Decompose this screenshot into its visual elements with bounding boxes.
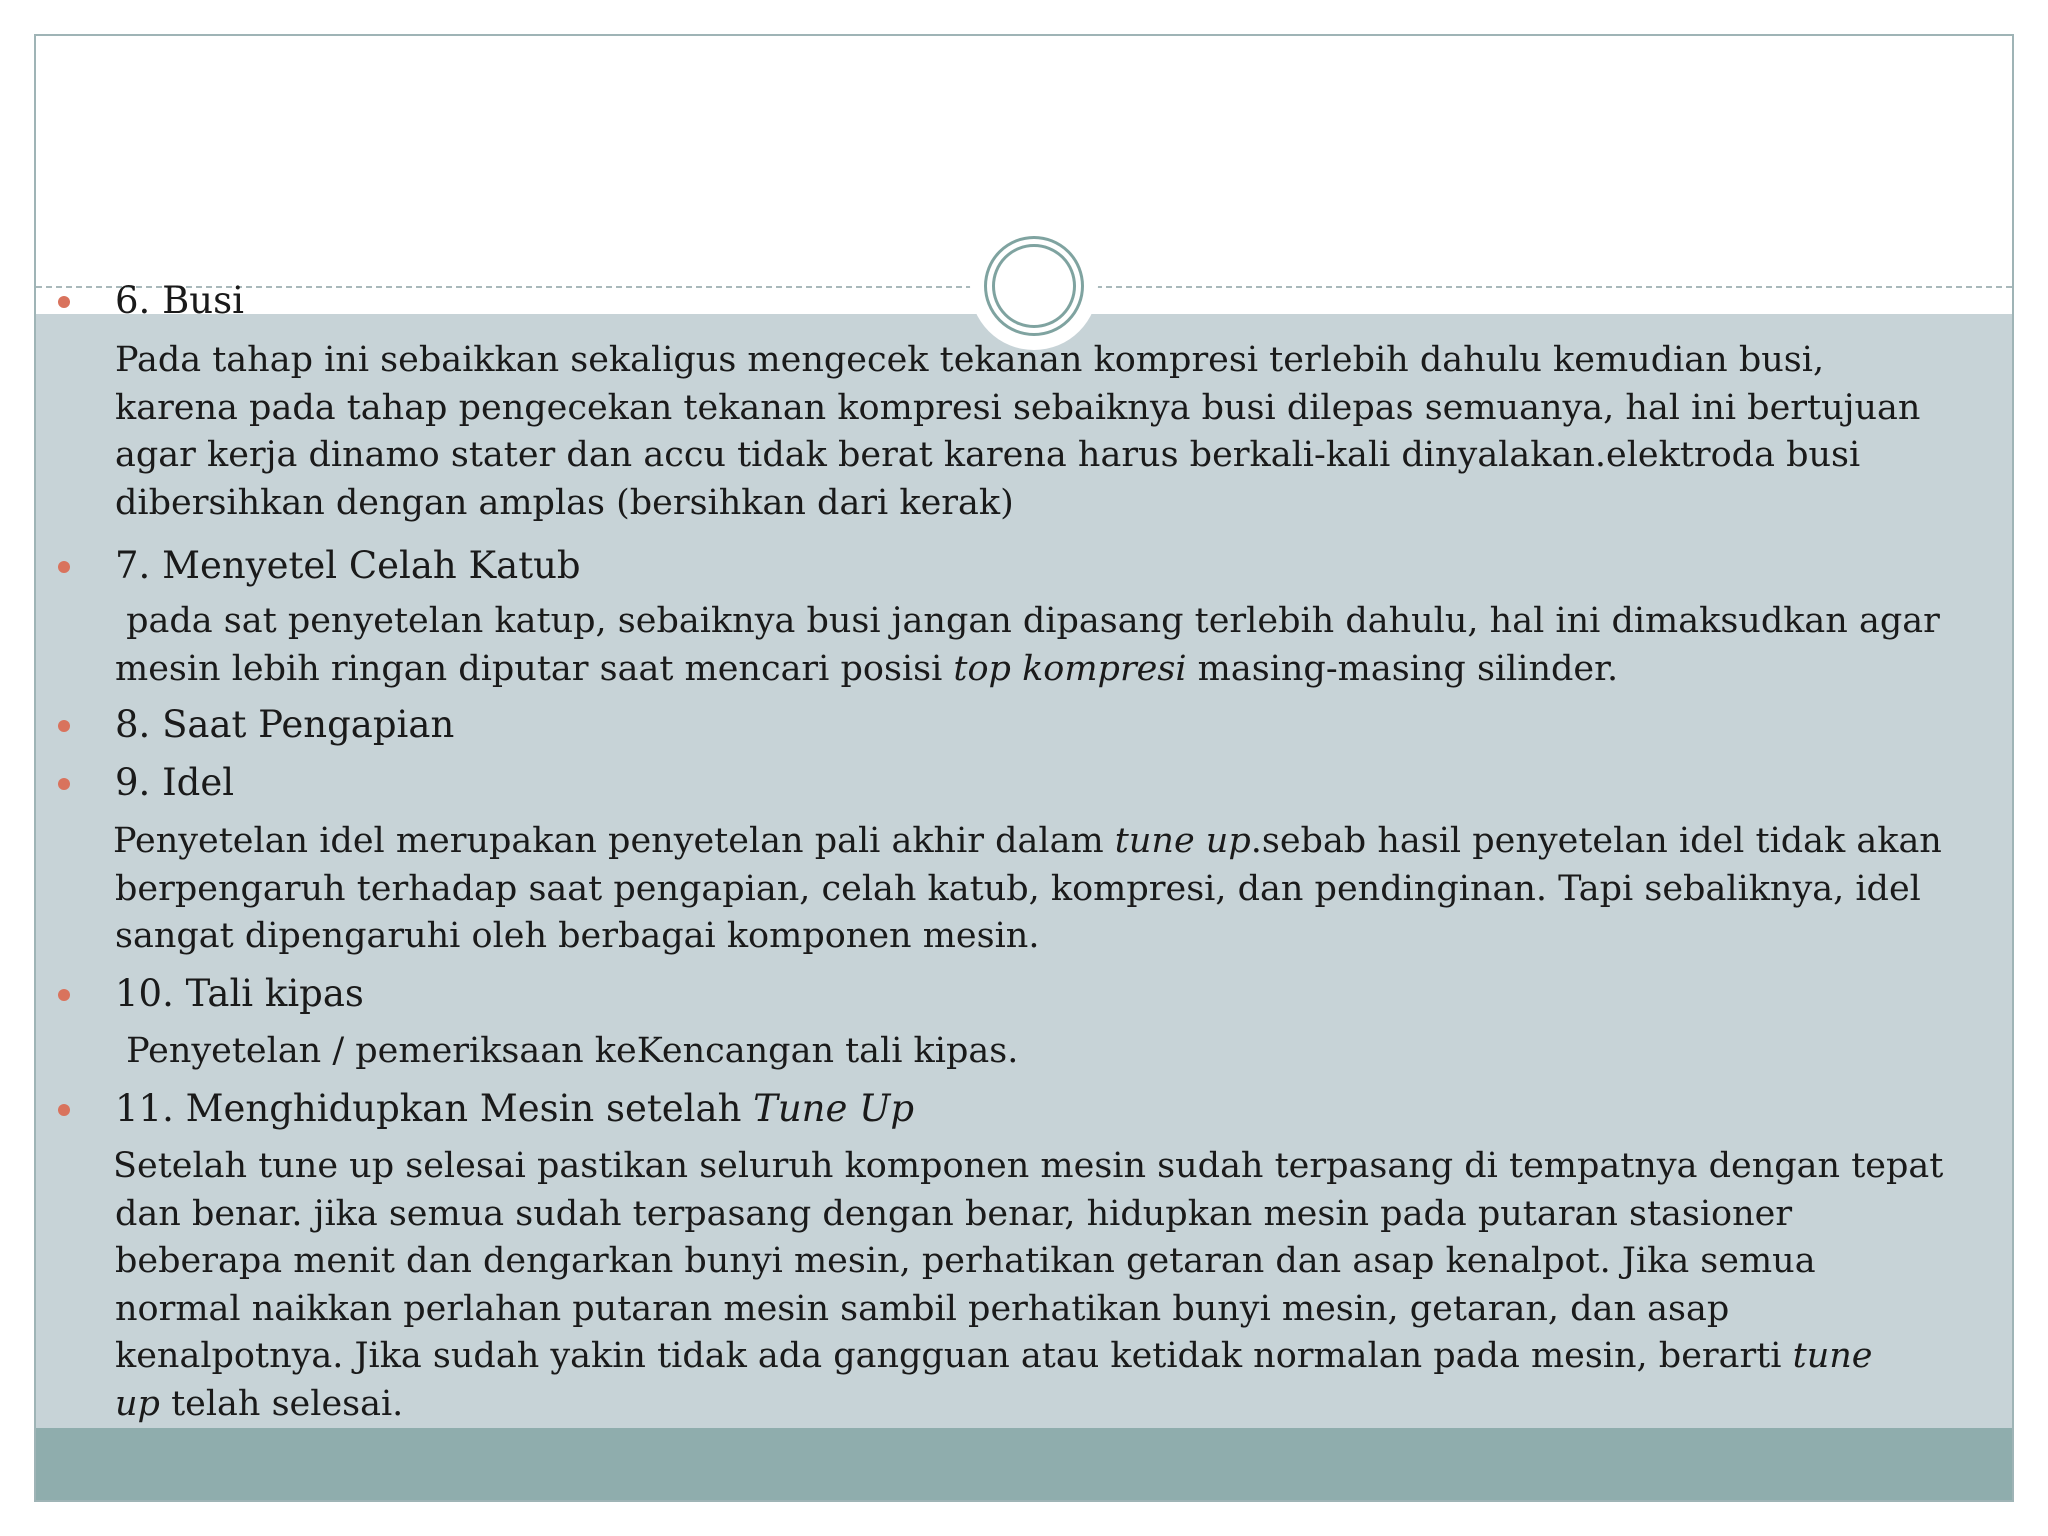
item-paragraph (113, 1143, 1953, 1428)
item-paragraph (115, 598, 1955, 693)
paragraph-line: berpengaruh terhadap saat pengapian, celah katub, kompresi, dan pendinginan. Tapi sebaliknya, idel (115, 868, 1921, 909)
bullet-icon (58, 989, 70, 1001)
text-run: .sebab hasil penyetelan idel tidak akan (1250, 821, 1942, 861)
item-paragraph (115, 1028, 1955, 1076)
item-heading: 6. Busi (115, 279, 244, 322)
bullet-icon (58, 1104, 70, 1116)
item-heading (115, 1086, 914, 1132)
text-run: kenalpotnya. Jika sudah yakin tidak ada gangguan atau ketidak normalan pada mesin, berarti (115, 1336, 1793, 1376)
paragraph-line: beberapa menit dan dengarkan bunyi mesin, perhatikan getaran dan asap kenalpot. Jika semua (115, 1241, 1816, 1281)
bullet-icon (58, 296, 70, 308)
item-paragraph (115, 337, 1955, 527)
bullet-icon (58, 778, 70, 790)
paragraph-line: sangat dipengaruhi oleh berbagai komponen mesin. (115, 916, 1040, 956)
text-run: 11. Menghidupkan Mesin setelah (115, 1087, 754, 1130)
paragraph-line: agar kerja dinamo stater dan accu tidak berat karena harus berkali-kali dinyalakan.elektroda busi (115, 435, 1861, 475)
paragraph-line (113, 818, 1953, 866)
paragraph-line (113, 1381, 1953, 1429)
paragraph-line: dibersihkan dengan amplas (bersihkan dari kerak) (115, 482, 1014, 523)
text-run: telah selesai. (159, 1383, 404, 1424)
paragraph-line: dan benar. jika semua sudah terpasang dengan benar, hidupkan mesin pada putaran stasioner (115, 1193, 1793, 1234)
paragraph-line (113, 1333, 1953, 1381)
item-heading: 10. Tali kipas (115, 972, 364, 1015)
paragraph-line: Setelah tune up selesai pastikan seluruh komponen mesin sudah terpasang di tempatnya dengan tepat (113, 1146, 1944, 1186)
paragraph-line: pada sat penyetelan katup, sebaiknya busi jangan dipasang terlebih dahulu, hal ini dimaksudkan agar (115, 601, 1940, 641)
item-heading: 8. Saat Pengapian (115, 703, 455, 746)
text-run: Penyetelan idel merupakan penyetelan pali akhir dalam (113, 821, 1115, 861)
text-run-italic: tune (1792, 1336, 1873, 1376)
text-run-italic: up (115, 1383, 160, 1424)
text-run: masing-masing silinder. (1186, 648, 1619, 689)
text-run: mesin lebih ringan diputar saat mencari posisi (115, 648, 954, 689)
item-paragraph (113, 818, 1953, 961)
paragraph-line (115, 646, 1955, 694)
text-run-italic: Tune Up (753, 1087, 915, 1130)
paragraph-line: Pada tahap ini sebaikkan sekaligus mengecek tekanan kompresi terlebih dahulu kemudian busi, (115, 340, 1825, 380)
paragraph-line: normal naikkan perlahan putaran mesin sambil perhatikan bunyi mesin, getaran, dan asap (115, 1288, 1730, 1329)
text-run-italic: top kompresi (953, 648, 1187, 689)
item-heading: 7. Menyetel Celah Katub (115, 544, 581, 587)
paragraph-line: karena pada tahap pengecekan tekanan kompresi sebaiknya busi dilepas semuanya, hal ini bertujuan (115, 387, 1921, 428)
paragraph-line: Penyetelan / pemeriksaan keKencangan tali kipas. (115, 1031, 1019, 1071)
bullet-icon (58, 720, 70, 732)
item-heading: 9. Idel (115, 761, 235, 804)
text-run-italic: tune up (1114, 821, 1251, 861)
bullet-icon (58, 561, 70, 573)
